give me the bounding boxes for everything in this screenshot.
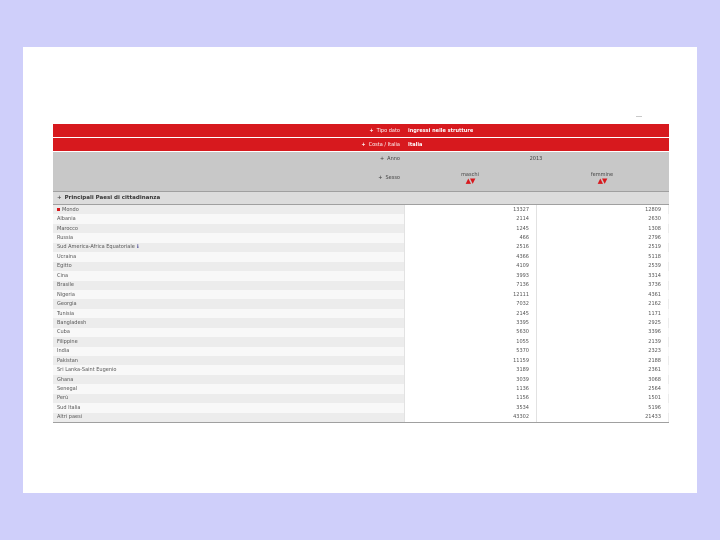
- table-row[interactable]: [53, 403, 669, 412]
- row-name: Pakistan: [57, 357, 78, 364]
- cell-femmine: 21433: [536, 413, 668, 422]
- cell-femmine: 3314: [536, 271, 668, 280]
- section-title: Principali Paesi di cittadinanza: [64, 195, 161, 201]
- row-label: [53, 348, 404, 354]
- cell-maschi: 3395: [404, 318, 536, 327]
- row-name: Bangladesh: [57, 319, 87, 326]
- cell-maschi: 4366: [404, 252, 536, 261]
- section-header[interactable]: [53, 191, 669, 205]
- sex-label: Sesso: [385, 175, 400, 181]
- sort-arrows-icon[interactable]: ▲▼: [597, 176, 607, 185]
- cell-maschi: 7032: [404, 299, 536, 308]
- row-name: Sri Lanka-Saint Eugenio: [57, 367, 117, 374]
- row-label: [53, 367, 404, 373]
- table-row[interactable]: [53, 375, 669, 384]
- cell-maschi: 466: [404, 233, 536, 242]
- expand-icon[interactable]: +: [379, 155, 385, 162]
- row-name: Cina: [57, 272, 69, 279]
- table-row[interactable]: [53, 413, 669, 422]
- filter-label: Costa / Italia: [368, 141, 400, 148]
- table-row[interactable]: [53, 356, 669, 365]
- row-name: Russia: [57, 235, 74, 242]
- expand-icon[interactable]: +: [369, 127, 374, 134]
- cell-femmine: 3396: [536, 328, 668, 337]
- sort-arrows-icon[interactable]: ▲▼: [465, 176, 475, 185]
- cell-femmine: 4361: [536, 290, 668, 299]
- row-name: Sud America-Africa Equatoriale: [57, 244, 135, 251]
- table-body: [53, 205, 669, 422]
- cell-maschi: 1055: [404, 337, 536, 346]
- row-label: [53, 244, 404, 250]
- row-label: [53, 263, 404, 269]
- cell-maschi: 1136: [404, 384, 536, 393]
- cell-maschi: 1245: [404, 224, 536, 233]
- cell-femmine: 3736: [536, 281, 668, 290]
- cell-femmine: 1171: [536, 309, 668, 318]
- cell-maschi: 5630: [404, 328, 536, 337]
- cell-maschi: 1156: [404, 394, 536, 403]
- cell-maschi: 5370: [404, 347, 536, 356]
- table-row[interactable]: [53, 299, 669, 308]
- table-row[interactable]: [53, 271, 669, 280]
- row-label: [53, 282, 404, 288]
- column-label: maschi: [461, 171, 479, 178]
- row-label: [53, 405, 404, 411]
- cell-maschi: 3993: [404, 271, 536, 280]
- year-label: Anno: [387, 155, 400, 162]
- cell-femmine: 2323: [536, 347, 668, 356]
- table-row[interactable]: [53, 205, 669, 214]
- table-row[interactable]: [53, 347, 669, 356]
- expand-icon[interactable]: +: [361, 141, 366, 148]
- cell-femmine: 2188: [536, 356, 668, 365]
- table-row[interactable]: [53, 318, 669, 327]
- column-header: [53, 152, 669, 191]
- filter-value: ingressi nelle strutture: [408, 127, 474, 134]
- row-name: Brasile: [57, 282, 75, 289]
- cell-femmine: 2162: [536, 299, 668, 308]
- table-row[interactable]: [53, 337, 669, 346]
- row-label: [53, 414, 404, 420]
- row-name: Egitto: [57, 263, 72, 270]
- info-icon[interactable]: ℹ: [136, 244, 139, 251]
- row-label: [53, 301, 404, 307]
- cell-maschi: 3189: [404, 365, 536, 374]
- row-name: Ucraina: [57, 253, 77, 260]
- row-label: [53, 311, 404, 317]
- row-name: Filippine: [57, 338, 78, 345]
- cell-maschi: 11159: [404, 356, 536, 365]
- row-name: Perù: [57, 395, 69, 402]
- row-name: Sud Italia: [57, 404, 81, 411]
- row-name: India: [57, 348, 70, 355]
- cell-maschi: 12111: [404, 290, 536, 299]
- table-row[interactable]: [53, 252, 669, 261]
- cell-maschi: 2145: [404, 309, 536, 318]
- column-maschi[interactable]: [404, 172, 536, 185]
- row-name: Cuba: [57, 329, 70, 336]
- cell-femmine: 2539: [536, 262, 668, 271]
- table-row[interactable]: [53, 214, 669, 223]
- cell-maschi: 3039: [404, 375, 536, 384]
- cell-femmine: 2630: [536, 214, 668, 223]
- cell-maschi: 7136: [404, 281, 536, 290]
- filter-row-territory[interactable]: [53, 138, 669, 152]
- cell-femmine: 2796: [536, 233, 668, 242]
- filter-row-type[interactable]: [53, 124, 669, 138]
- filter-label: Tipo dato: [376, 127, 400, 134]
- expand-icon[interactable]: +: [378, 175, 383, 181]
- column-femmine[interactable]: [536, 172, 668, 185]
- row-label: [53, 235, 404, 241]
- table-row[interactable]: [53, 328, 669, 337]
- row-name: Altri paesi: [57, 414, 83, 421]
- column-label: femmine: [590, 171, 614, 178]
- cell-femmine: 1308: [536, 224, 668, 233]
- row-label: [53, 216, 404, 222]
- row-label: [53, 377, 404, 383]
- row-label: [53, 339, 404, 345]
- cell-maschi: 4109: [404, 262, 536, 271]
- row-name: Albania: [57, 216, 76, 223]
- row-name: Nigeria: [57, 291, 75, 298]
- cell-maschi: 3534: [404, 403, 536, 412]
- cell-femmine: 2564: [536, 384, 668, 393]
- pivot-table: [53, 124, 669, 423]
- cell-maschi: 13327: [404, 205, 536, 214]
- filter-value: Italia: [408, 141, 423, 148]
- table-row[interactable]: [53, 394, 669, 403]
- year-value: 2013: [529, 155, 543, 162]
- row-label: [53, 358, 404, 364]
- row-label: [53, 254, 404, 260]
- cell-femmine: 2361: [536, 365, 668, 374]
- cell-maschi: 43302: [404, 413, 536, 422]
- marker-icon: [57, 208, 60, 211]
- table-row[interactable]: [53, 290, 669, 299]
- table-row[interactable]: [53, 365, 669, 374]
- row-label: [53, 395, 404, 401]
- row-label: [53, 226, 404, 232]
- table-row[interactable]: [53, 309, 669, 318]
- row-name: Mondo: [62, 206, 79, 213]
- cell-maschi: 2516: [404, 243, 536, 252]
- row-label: [53, 386, 404, 392]
- table-row[interactable]: [53, 243, 669, 252]
- expand-icon[interactable]: +: [57, 195, 62, 201]
- cell-maschi: 2114: [404, 214, 536, 223]
- row-label: [53, 329, 404, 335]
- row-label: [53, 273, 404, 279]
- table-row[interactable]: [53, 233, 669, 242]
- row-name: Marocco: [57, 225, 78, 232]
- row-label: [53, 320, 404, 326]
- divider-mark: [636, 116, 642, 117]
- cell-femmine: 12809: [536, 205, 668, 214]
- cell-femmine: 2139: [536, 337, 668, 346]
- cell-femmine: 5196: [536, 403, 668, 412]
- row-name: Georgia: [57, 301, 77, 308]
- cell-femmine: 5118: [536, 252, 668, 261]
- cell-femmine: 2925: [536, 318, 668, 327]
- table-row[interactable]: [53, 384, 669, 393]
- row-name: Ghana: [57, 376, 74, 383]
- cell-femmine: 2519: [536, 243, 668, 252]
- row-label: [53, 292, 404, 298]
- row-label: [53, 207, 404, 213]
- cell-femmine: 3068: [536, 375, 668, 384]
- table-row[interactable]: [53, 262, 669, 271]
- row-name: Tunisia: [57, 310, 75, 317]
- row-name: Senegal: [57, 386, 78, 393]
- cell-femmine: 1501: [536, 394, 668, 403]
- table-row[interactable]: [53, 224, 669, 233]
- table-row[interactable]: [53, 281, 669, 290]
